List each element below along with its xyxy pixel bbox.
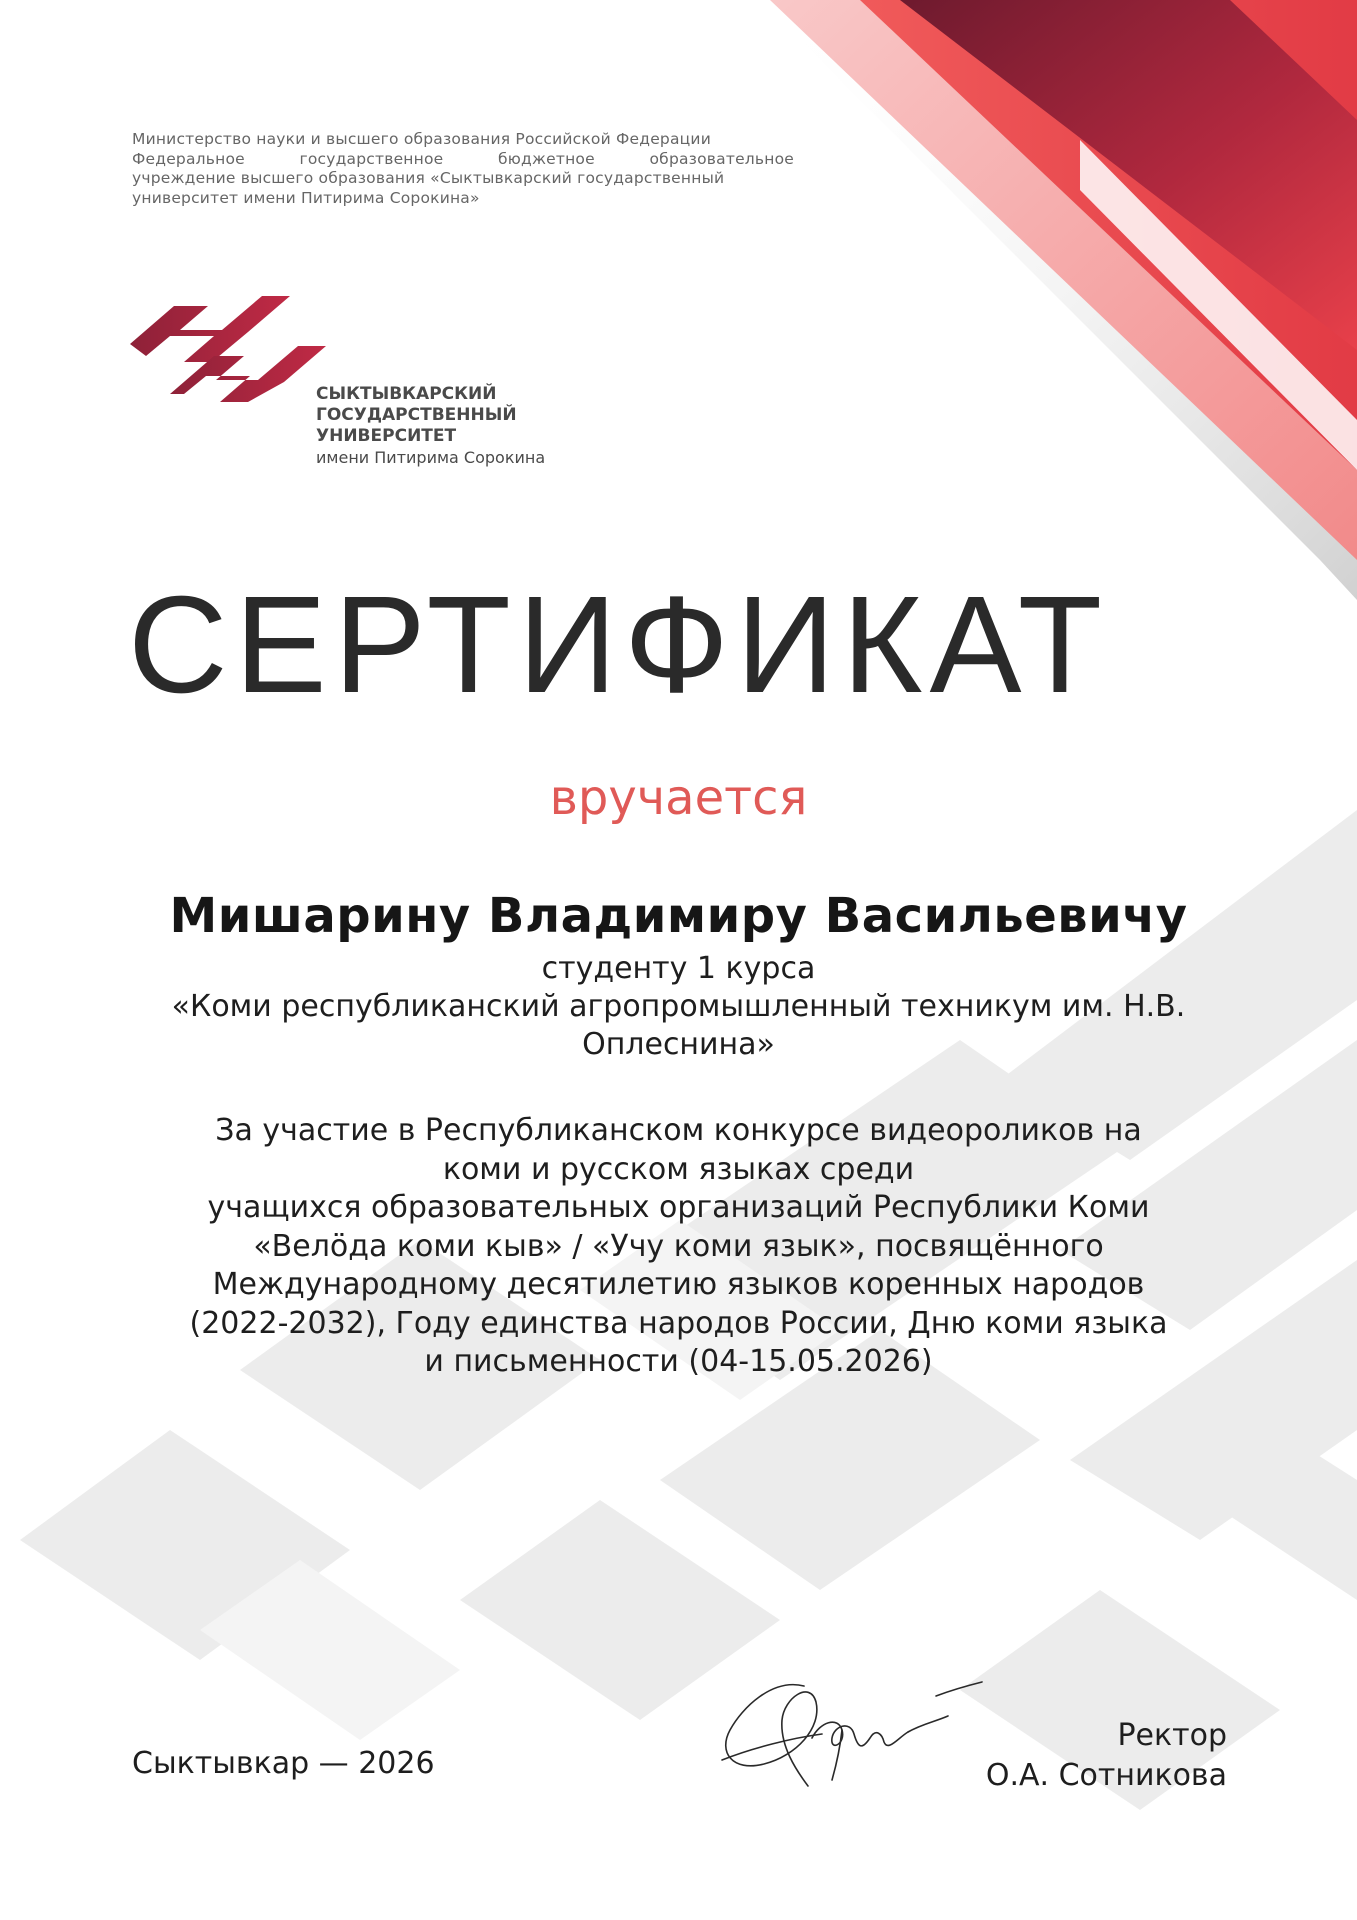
reason-line: (2022-2032), Году единства народов России, Дню коми языка — [189, 1305, 1168, 1341]
rector-name: О.А. Сотникова — [985, 1758, 1227, 1793]
reason-line: За участие в Республиканском конкурсе видеороликов на — [215, 1113, 1142, 1148]
reason-line: «Велӧда коми кыв» / «Учу коми язык», посвящённого — [253, 1228, 1104, 1264]
ministry-line: Министерство науки и высшего образования Российской Федерации — [132, 130, 711, 148]
recipient-name: Мишарину Владимиру Васильевичу — [169, 888, 1188, 944]
logo-line: УНИВЕРСИТЕТ — [316, 426, 457, 446]
university-logo-icon — [130, 292, 330, 404]
corner-stripes — [760, 0, 1357, 600]
award-reason — [0, 1112, 1357, 1382]
recipient-info — [0, 950, 1357, 1064]
info-line: «Коми республиканский агропромышленный техникум им. Н.В. — [171, 989, 1186, 1024]
reason-line: коми и русском языках среди — [442, 1151, 915, 1187]
certificate-title: СЕРТИФИКАТ — [128, 568, 1110, 722]
reason-line: учащихся образовательных организаций Республики Коми — [207, 1190, 1150, 1225]
logo-subline: имени Питирима Сорокина — [316, 448, 546, 467]
ministry-line: университет имени Питирима Сорокина» — [132, 188, 480, 207]
info-line: студенту 1 курса — [541, 951, 816, 986]
university-logo-text — [316, 384, 545, 468]
rector-title: Ректор — [1117, 1718, 1227, 1753]
ministry-header — [132, 130, 794, 208]
logo-line: ГОСУДАРСТВЕННЫЙ — [316, 405, 517, 425]
rector-block — [986, 1716, 1227, 1796]
ministry-line: Федеральное государственное бюджетное образовательное — [132, 149, 794, 168]
logo-line: СЫКТЫВКАРСКИЙ — [316, 384, 497, 404]
ministry-line: учреждение высшего образования «Сыктывкарский государственный — [132, 169, 725, 187]
reason-line: Международному десятилетию языков коренных народов — [212, 1267, 1145, 1302]
reason-line: и письменности (04-15.05.2026) — [424, 1344, 933, 1379]
city-year: Сыктывкар — 2026 — [132, 1746, 435, 1781]
awarded-label: вручается — [549, 770, 808, 826]
info-line: Оплеснина» — [582, 1027, 775, 1062]
signature-icon — [712, 1668, 992, 1798]
